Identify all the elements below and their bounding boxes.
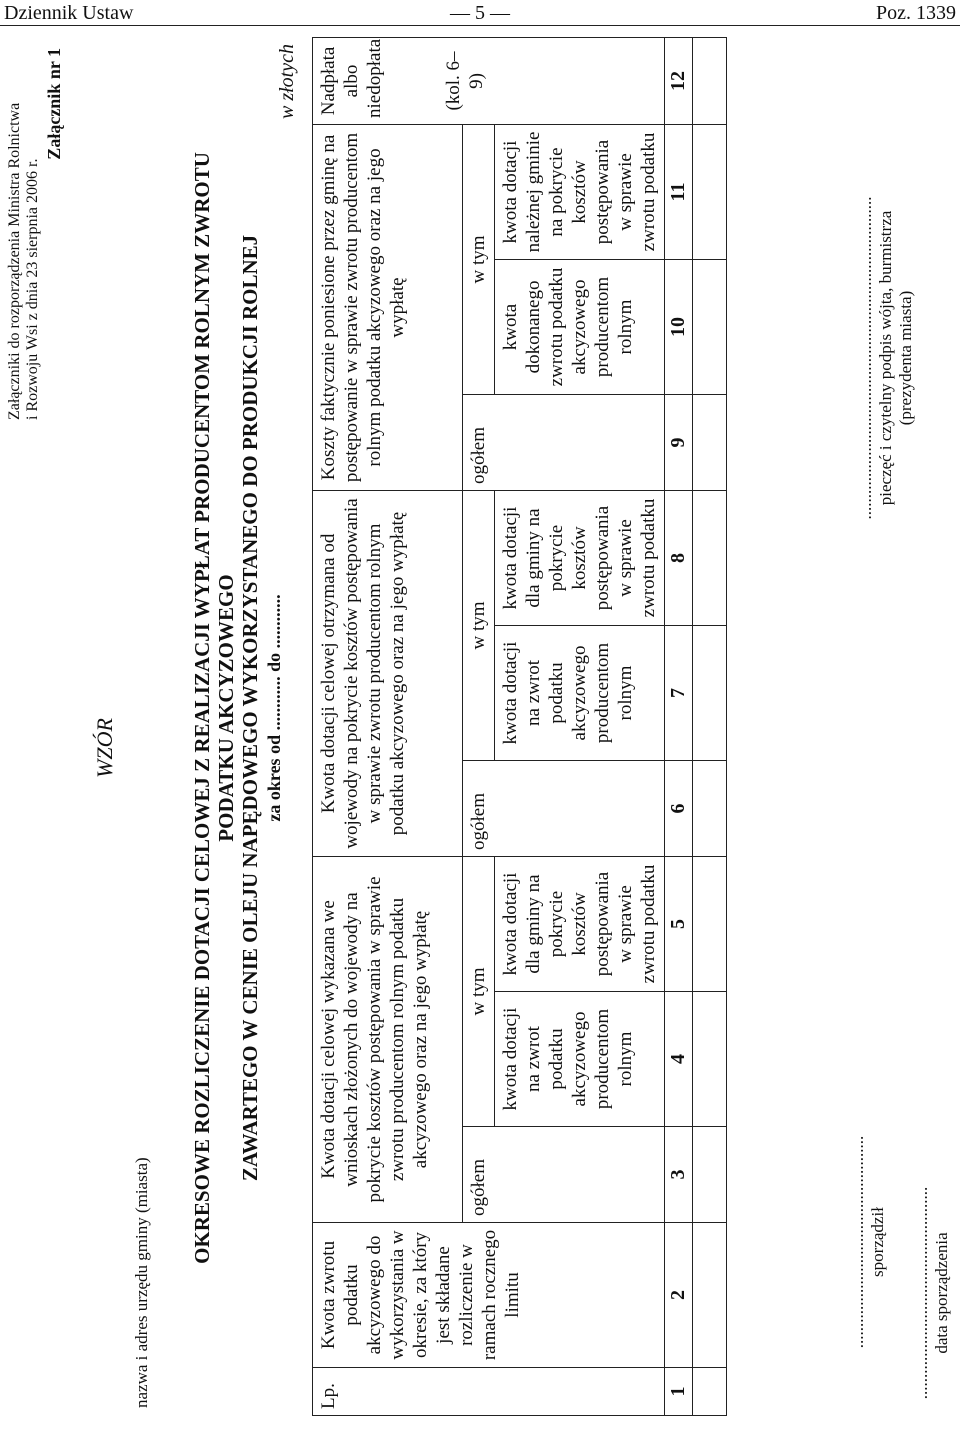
prepared-by-dots: ..................................................: [848, 1135, 867, 1349]
data-cell[interactable]: [693, 394, 727, 490]
journal-title: Dziennik Ustaw: [4, 2, 134, 24]
prepared-date-dots: ..................................................: [912, 1186, 931, 1400]
form-title: [190, 148, 286, 1268]
rotated-form: [0, 38, 960, 1448]
col-number: 6: [665, 760, 693, 856]
data-cell[interactable]: [693, 259, 727, 394]
col12-header: [313, 37, 665, 124]
group3-ogolem: ogółem: [463, 394, 665, 490]
data-cell[interactable]: [693, 1368, 727, 1416]
signature-label-line1: pieczęć i czytelny podpis wójta, burmistrza: [876, 210, 895, 506]
group3-header: Koszty faktycznie poniesione przez gminę na postępowanie w sprawie zwrotu producentom rolnym podatku akcyzowego oraz na jego wypłatę: [313, 124, 463, 490]
col12-note: (kol. 6–9): [443, 51, 487, 111]
group1-w-tym: w tym: [463, 856, 495, 1126]
data-cell[interactable]: [693, 625, 727, 760]
attachment-label: Załącznik nr 1: [44, 48, 64, 160]
lp-header: Lp.: [313, 1368, 665, 1416]
data-cell[interactable]: [693, 490, 727, 625]
page-number: — 5 —: [450, 2, 510, 24]
col-number: 12: [665, 37, 693, 124]
group1-ogolem: ogółem: [463, 1127, 665, 1223]
col11-header: kwota dotacji należnej gminie na pokrycie kosztów postępowania w sprawie zwrotu podatku: [495, 124, 665, 259]
prepared-by-label: sporządził: [868, 1207, 887, 1277]
col-number: 7: [665, 625, 693, 760]
col-number: 5: [665, 856, 693, 991]
col2-header: Kwota zwrotu podatku akcyzowego do wykorzystania w okresie, za który jest składane rozliczenie w ramach rocznego limitu: [313, 1223, 665, 1368]
issuer-label: nazwa i adres urzędu gminy (miasta): [132, 1157, 151, 1408]
data-cell[interactable]: [693, 856, 727, 991]
wzor-label: WZÓR: [92, 718, 117, 778]
col-number: 8: [665, 490, 693, 625]
prepared-date-label: data sporządzenia: [932, 1232, 951, 1354]
prepared-by: [848, 1092, 888, 1392]
col12-header-text: Nadpłata albo niedopłata: [318, 38, 385, 118]
signature-dots: ............................................................................: [856, 196, 875, 520]
group2-w-tym: w tym: [463, 490, 495, 760]
data-cell[interactable]: [693, 1127, 727, 1223]
col-number: 4: [665, 992, 693, 1127]
col-number: 11: [665, 124, 693, 259]
data-cell[interactable]: [693, 37, 727, 124]
form-title-line1: OKRESOWE ROZLICZENIE DOTACJI CELOWEJ Z REALIZACJI WYPŁAT PRODUCENTOM ROLNYM ZWROTU PODATKU AKCYZOWEGO: [190, 152, 238, 1264]
data-cell[interactable]: [693, 992, 727, 1127]
group2-ogolem: ogółem: [463, 760, 665, 856]
settlement-table: [312, 37, 727, 1416]
col7-header: kwota dotacji na zwrot podatku akcyzowego producentom rolnym: [495, 625, 665, 760]
col8-header: kwota dotacji dla gminy na pokrycie kosztów postępowania w sprawie zwrotu podatku: [495, 490, 665, 625]
col-number: 1: [665, 1368, 693, 1416]
regulation-note: [6, 40, 42, 420]
period-line: za okres od ............ do ............: [264, 594, 284, 822]
col10-header: kwota dokonanego zwrotu podatku akcyzowego producentom rolnym: [495, 259, 665, 394]
signature-label-line2: (prezydenta miasta): [896, 290, 915, 426]
data-cell[interactable]: [693, 760, 727, 856]
group1-header: Kwota dotacji celowej wykazana we wnioskach złożonych do wojewody na pokrycie kosztów postępowania w sprawie zwrotu producentom rolnym podatku akcyzowego oraz na jego wypłatę: [313, 856, 463, 1222]
col5-header: kwota dotacji dla gminy na pokrycie kosztów postępowania w sprawie zwrotu podatku: [495, 856, 665, 991]
data-cell[interactable]: [693, 1223, 727, 1368]
group2-header: Kwota dotacji celowej otrzymana od wojewody na pokrycie kosztów postępowania w sprawie zwrotu producentom rolnym podatku akcyzowego oraz na jego wypłatę: [313, 490, 463, 856]
data-cell[interactable]: [693, 124, 727, 259]
page-header: [0, 0, 960, 30]
regulation-note-line1: Załączniki do rozporządzenia Ministra Rolnictwa: [6, 102, 23, 420]
unit-label: w złotych: [276, 44, 298, 119]
col-number: 10: [665, 259, 693, 394]
col4-header: kwota dotacji na zwrot podatku akcyzowego producentom rolnym: [495, 992, 665, 1127]
prepared-date: [912, 1138, 952, 1448]
position-number: Poz. 1339: [876, 2, 956, 24]
form-title-line2: ZAWARTEGO W CENIE OLEJU NAPĘDOWEGO WYKORZYSTANEGO DO PRODUKCJI ROLNEJ: [238, 234, 262, 1182]
col-number: 2: [665, 1223, 693, 1368]
col-number: 3: [665, 1127, 693, 1223]
header-rule: [0, 25, 960, 26]
col-number: 9: [665, 394, 693, 490]
regulation-note-line2: i Rozwoju Wsi z dnia 23 sierpnia 2006 r.: [24, 158, 41, 420]
group3-w-tym: w tym: [463, 124, 495, 394]
signature-block: [856, 138, 916, 578]
